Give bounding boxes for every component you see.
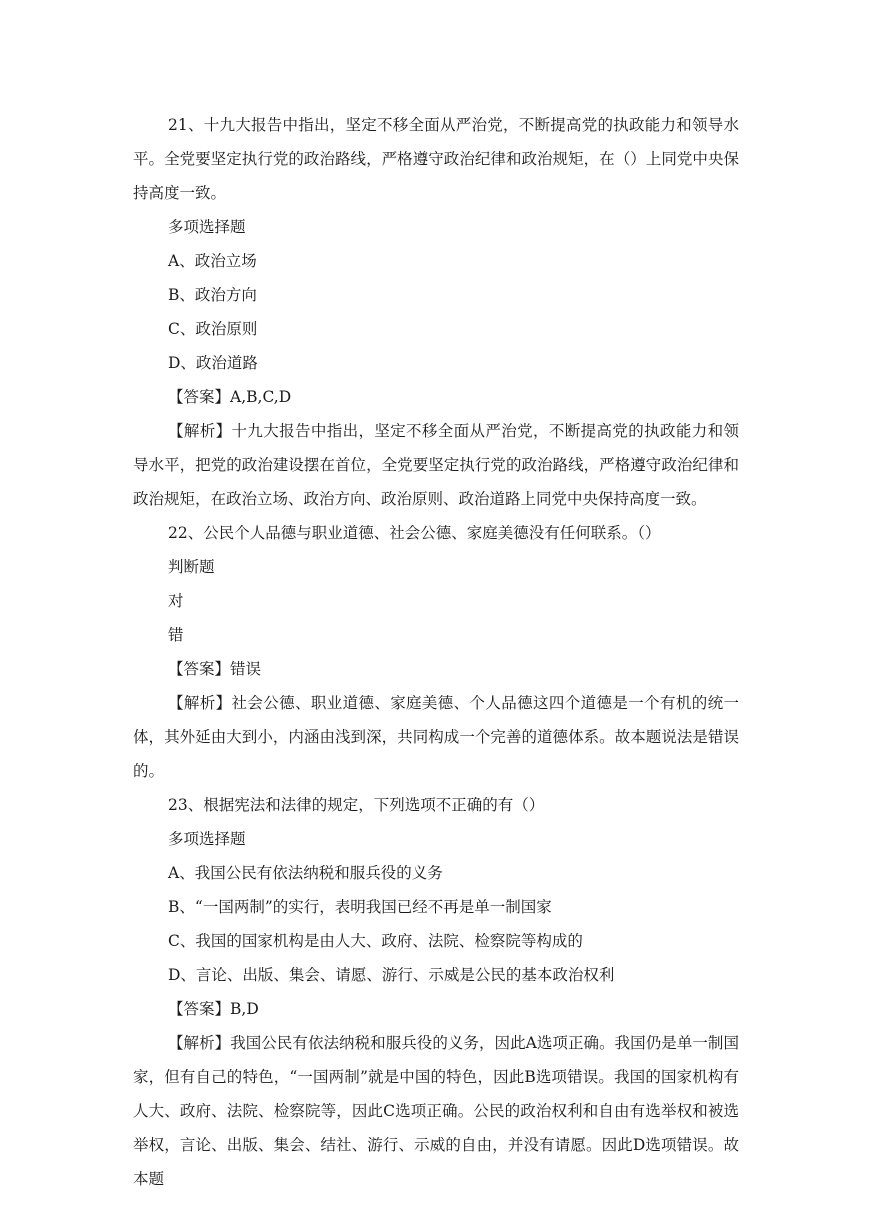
- answer-label: 【答案】: [168, 1000, 231, 1018]
- question-stem: 22、公民个人品德与职业道德、社会公德、家庭美德没有任何联系。（）: [168, 524, 661, 542]
- analysis-paragraph: [133, 686, 739, 788]
- answer-value: A,B,C,D: [230, 388, 292, 406]
- option-d: D、言论、出版、集会、请愿、游行、示威是公民的基本政治权利: [168, 966, 615, 984]
- answer-value: 错误: [230, 660, 262, 678]
- answer-label: 【答案】: [168, 388, 231, 406]
- question-stem: 21、十九大报告中指出，坚定不移全面从严治党，不断提高党的执政能力和领导水平。全党要坚定执行党的政治路线，严格遵守政治纪律和政治规矩，在（）上同党中央保持高度一致。: [133, 116, 739, 202]
- option-a: A、我国公民有依法纳税和服兵役的义务: [168, 864, 443, 882]
- analysis-paragraph: [133, 1026, 739, 1196]
- option-b: B、政治方向: [168, 286, 257, 304]
- answer-value: B,D: [230, 1000, 259, 1018]
- option-d: D、政治道路: [168, 354, 258, 372]
- analysis-text: 社会公德、职业道德、家庭美德、个人品德这四个道德是一个有机的统一体，其外延由大到小，内涵由浅到深，共同构成一个完善的道德体系。故本题说法是错误的。: [133, 694, 739, 780]
- question-type: 多项选择题: [168, 830, 246, 848]
- document-content: [133, 108, 739, 1196]
- option-a: A、政治立场: [168, 252, 257, 270]
- analysis-text: 我国公民有依法纳税和服兵役的义务，因此A选项正确。我国仍是单一制国家，但有自己的特色，“一国两制”就是中国的特色，因此B选项错误。我国的国家机构有人大、政府、法院、检察院等，因此C选项正确。公民的政治权利和自由有选举权和被选举权，言论、出版、集会、结社、游行、示威的自由，并没有请愿。因此D选项错误。故本题: [133, 1034, 739, 1188]
- question-type: 多项选择题: [168, 218, 246, 236]
- option-b: B、“一国两制”的实行，表明我国已经不再是单一制国家: [168, 898, 552, 916]
- answer-line: [133, 380, 739, 414]
- option-c: C、我国的国家机构是由人大、政府、法院、检察院等构成的: [168, 932, 583, 950]
- analysis-label: 【解析】: [168, 694, 232, 712]
- option-c: C、政治原则: [168, 320, 258, 338]
- question-type: 判断题: [168, 558, 215, 576]
- analysis-text: 十九大报告中指出，坚定不移全面从严治党，不断提高党的执政能力和领导水平，把党的政治建设摆在首位，全党要坚定执行党的政治路线，严格遵守政治纪律和政治规矩，在政治立场、政治方向、政治原则、政治道路上同党中央保持高度一致。: [133, 422, 739, 508]
- answer-label: 【答案】: [168, 660, 231, 678]
- analysis-paragraph: [133, 414, 739, 516]
- option-false: 错: [168, 626, 184, 644]
- question-stem: 23、根据宪法和法律的规定，下列选项不正确的有（）: [168, 796, 545, 814]
- analysis-label: 【解析】: [168, 422, 232, 440]
- analysis-label: 【解析】: [168, 1034, 231, 1052]
- answer-line: [133, 652, 739, 686]
- option-true: 对: [168, 592, 184, 610]
- answer-line: [133, 992, 739, 1026]
